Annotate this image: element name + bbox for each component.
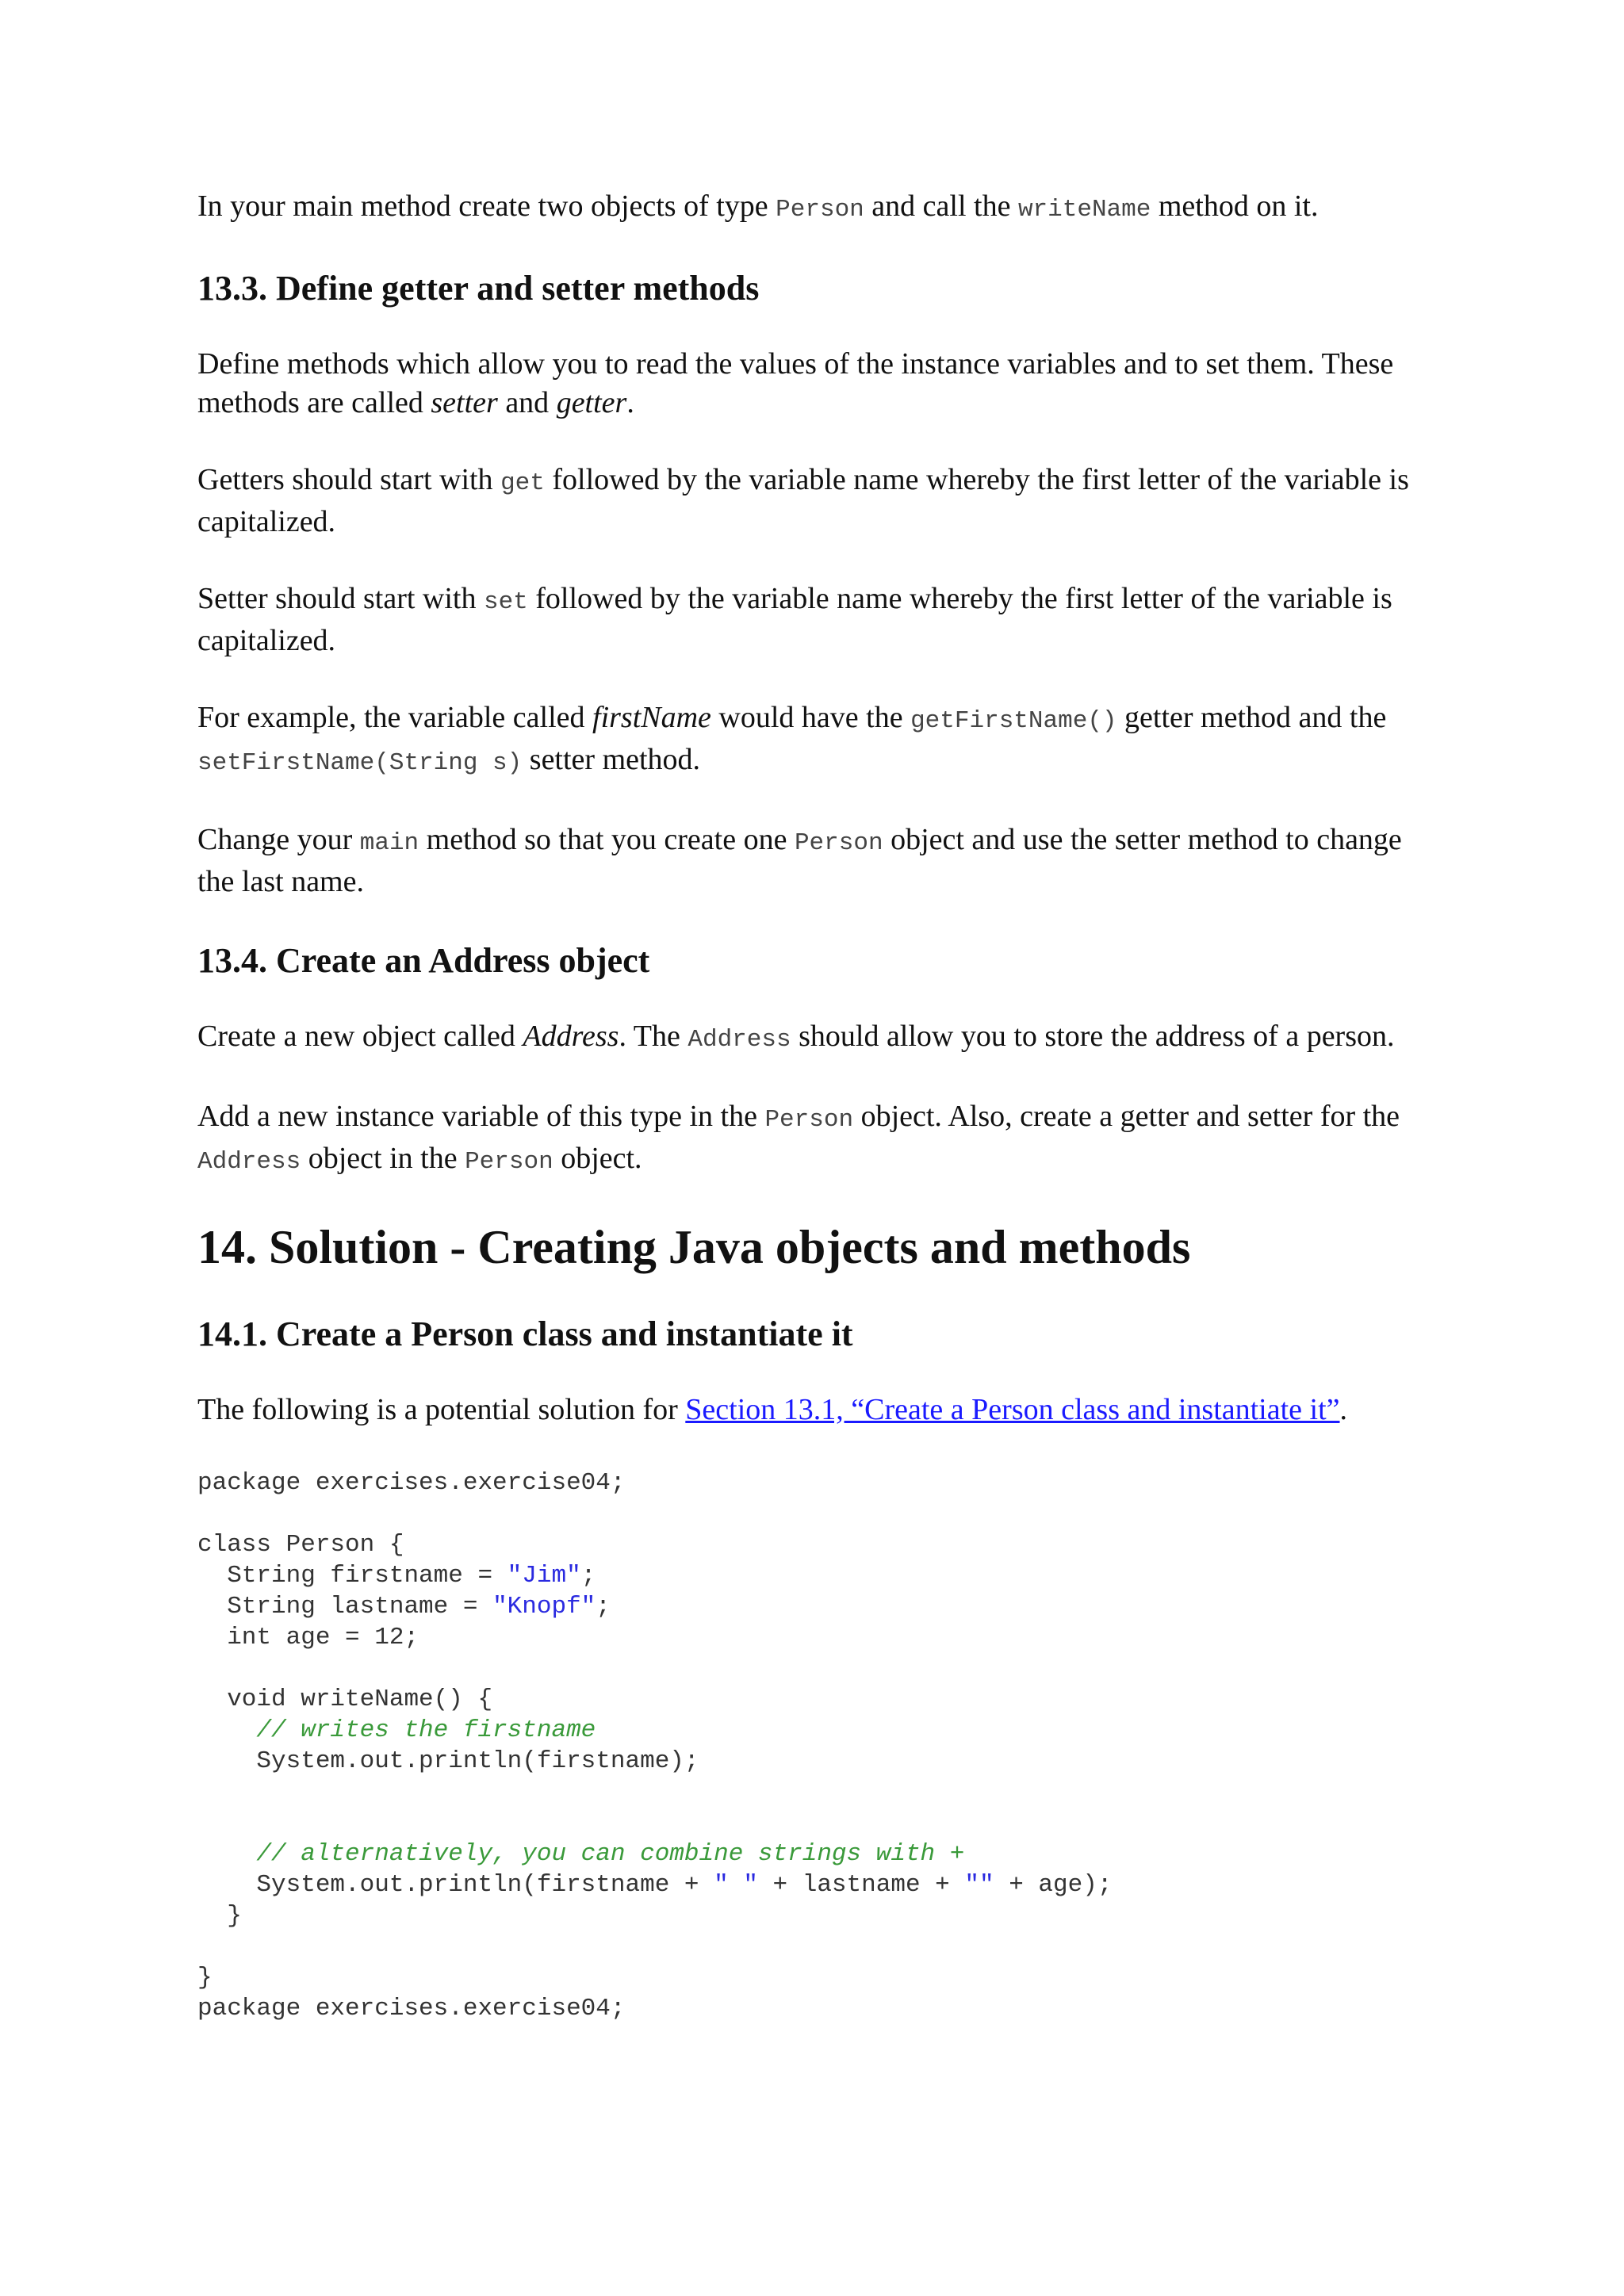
code-line: class Person { <box>197 1531 404 1559</box>
code-line: System.out.println(firstname); <box>197 1747 699 1775</box>
code-line: String firstname = "Jim"; <box>197 1562 596 1590</box>
paragraph-getters: Getters should start with get followed by the variable name whereby the first letter of the variable is capitalized. <box>197 463 1409 538</box>
code-comment: // writes the firstname <box>197 1716 596 1744</box>
paragraph-address-variable: Add a new instance variable of this type in the Person object. Also, create a getter and setter for the Address object in the Person object. <box>197 1100 1400 1176</box>
code-line: } <box>197 1902 242 1930</box>
chapter-heading-14: 14. Solution - Creating Java objects and methods <box>197 1221 1191 1273</box>
code-listing <box>197 1468 1434 2024</box>
section-heading-13-3: 13.3. Define getter and setter methods <box>197 269 760 308</box>
code-comment: // alternatively, you can combine strings with + <box>197 1840 965 1868</box>
code-line: } <box>197 1964 213 1992</box>
paragraph-setters: Setter should start with set followed by the variable name whereby the first letter of the variable is capitalized. <box>197 582 1392 657</box>
document-page <box>197 187 1434 2024</box>
paragraph-solution: The following is a potential solution for Section 13.1, “Create a Person class and instantiate it”. <box>197 1393 1347 1426</box>
code-line: void writeName() { <box>197 1686 493 1713</box>
code-line: System.out.println(firstname + " " + lastname + "" + age); <box>197 1871 1113 1899</box>
paragraph-change-main: Change your main method so that you create one Person object and use the setter method to change the last name. <box>197 823 1402 898</box>
code-line: int age = 12; <box>197 1624 419 1651</box>
section-13-1-link[interactable]: Section 13.1, “Create a Person class and instantiate it” <box>685 1393 1340 1426</box>
inline-code-writename: writeName <box>1017 196 1151 224</box>
section-heading-13-4: 13.4. Create an Address object <box>197 941 650 980</box>
code-line: String lastname = "Knopf"; <box>197 1593 611 1621</box>
code-line: package exercises.exercise04; <box>197 1995 626 2022</box>
paragraph-getter-setter-intro: Define methods which allow you to read the values of the instance variables and to set them. These methods are called setter and getter. <box>197 347 1394 419</box>
inline-code-person: Person <box>776 196 864 224</box>
intro-paragraph: In your main method create two objects of type Person and call the writeName method on it. <box>197 189 1319 224</box>
paragraph-address-object: Create a new object called Address. The Address should allow you to store the address of a person. <box>197 1020 1395 1054</box>
code-line: package exercises.exercise04; <box>197 1469 626 1497</box>
paragraph-example: For example, the variable called firstName would have the getFirstName() getter method and the setFirstName(String s) setter method. <box>197 701 1387 777</box>
section-heading-14-1: 14.1. Create a Person class and instantiate it <box>197 1314 853 1353</box>
